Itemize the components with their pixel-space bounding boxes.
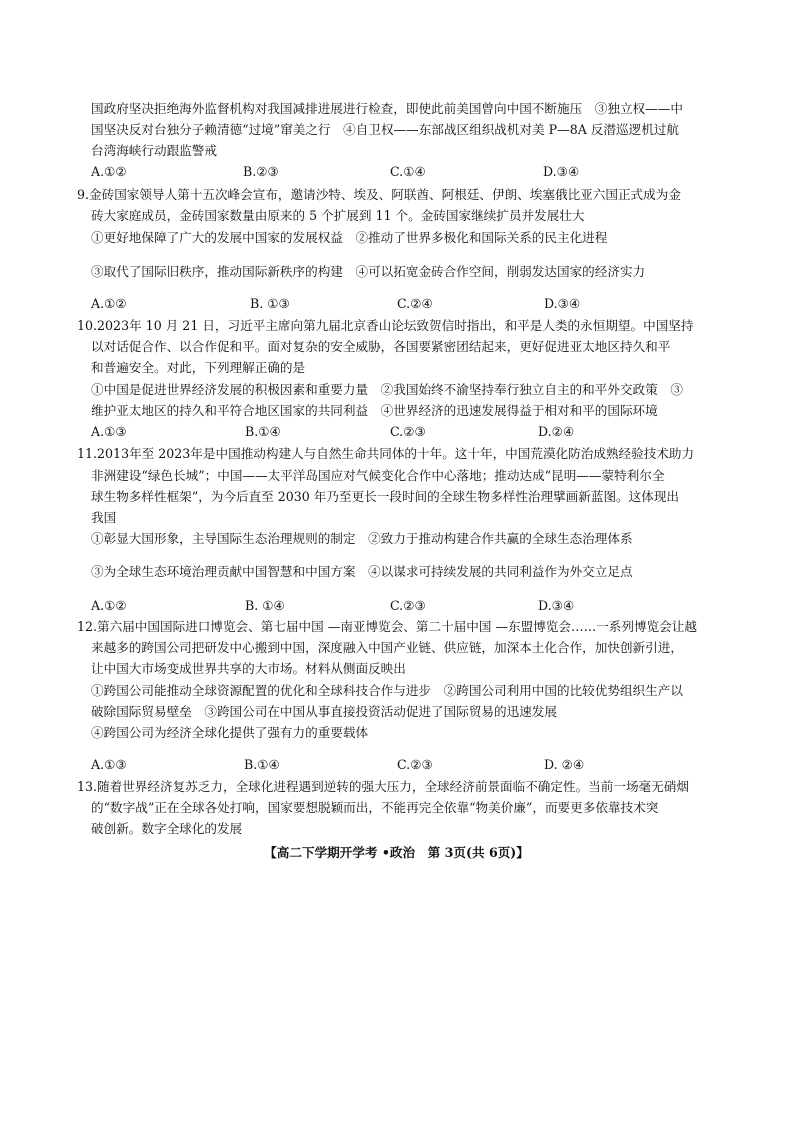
q10-stem-line-2: 以对话促合作、以合作促和平。面对复杂的安全威胁，各国要紧密团结起来，更好促进亚太地区持久和平 xyxy=(91,339,671,354)
page-footer: 【高二下学期开学考 •政治 第 3页(共 6页)】 xyxy=(264,845,529,860)
q10-option-a: A.①③ xyxy=(91,424,127,439)
q8-option-a: A.①② xyxy=(91,164,127,179)
q13-stem-line-1: 13.随着世界经济复苏乏力，全球化进程遇到逆转的强大压力，全球经济前景面临不确定性。当前一场毫无硝烟 xyxy=(77,779,689,794)
q10-statements-line-2: 维护亚太地区的持久和平符合地区国家的共同利益 ④世界经济的迅速发展得益于相对和平的国际环境 xyxy=(91,403,658,418)
q9-option-b: B. ①③ xyxy=(250,296,290,311)
q11-stem-line-4: 我国 xyxy=(91,510,117,525)
q9-statements-line-1: ①更好地保障了广大的发展中国家的发展权益 ②推动了世界多极化和国际关系的民主化进程 xyxy=(91,230,608,245)
q12-stem-line-2: 来越多的跨国公司把研发中心搬到中国，深度融入中国产业链、供应链，加深本土化合作，加快创新引进， xyxy=(91,640,683,655)
q10-option-b: B.①④ xyxy=(245,424,281,439)
q11-stem-line-1: 11.2013年至 2023年是中国推动构建人与自然生命共同体的十年。这十年，中国荒漠化防治成熟经验技术助力 xyxy=(77,446,695,461)
q11-option-a: A.①② xyxy=(91,598,127,613)
q12-option-d: D. ②④ xyxy=(544,757,585,772)
q11-stem-line-2: 非洲建设“绿色长城”；中国——太平洋岛国应对气候变化合作中心落地；推动达成“昆明——蒙特利尔全 xyxy=(91,468,665,483)
q9-option-d: D.③④ xyxy=(544,296,581,311)
q12-stem-line-3: 让中国大市场变成世界共享的大市场。材料从侧面反映出 xyxy=(91,661,406,676)
q12-statements-line-1: ①跨国公司能推动全球资源配置的优化和全球科技合作与进步 ②跨国公司利用中国的比较优势组织生产以 xyxy=(91,683,683,698)
q12-option-c: C.②③ xyxy=(397,757,433,772)
q8-text-line-2: 国坚决反对台独分子赖清德“过境”窜美之行 ④自卫权——东部战区组织战机对美 P—8A 反潜巡逻机过航 xyxy=(91,122,679,137)
q11-option-d: D.③④ xyxy=(538,598,575,613)
q9-option-c: C.②④ xyxy=(397,296,433,311)
q11-statements-line-1: ①彰显大国形象，主导国际生态治理规则的制定 ②致力于推动构建合作共赢的全球生态治理体系 xyxy=(91,531,633,546)
q10-statements-line-1: ①中国是促进世界经济发展的积极因素和重要力量 ②我国始终不渝坚持奉行独立自主的和平外交政策 ③ xyxy=(91,382,683,397)
q10-option-d: D.②④ xyxy=(538,424,575,439)
q11-option-c: C.②③ xyxy=(390,598,426,613)
q10-stem-line-3: 和普遍安全。对此，下列理解正确的是 xyxy=(91,360,306,375)
q12-statements-line-3: ④跨国公司为经济全球化提供了强有力的重要载体 xyxy=(91,725,369,740)
q11-stem-line-3: 球生物多样性框架”，为今后直至 2030 年乃至更长一段时间的全球生物多样性治理擘画新蓝图。这体现出 xyxy=(91,489,680,504)
q9-options xyxy=(91,294,711,314)
q11-options xyxy=(91,596,711,616)
q8-option-d: D.③④ xyxy=(543,164,580,179)
q9-stem-line-1: 9.金砖国家领导人第十五次峰会宣布，邀请沙特、埃及、阿联酋、阿根廷、伊朗、埃塞俄比亚六国正式成为金 xyxy=(77,187,681,202)
q12-statements-line-2: 破除国际贸易壁垒 ③跨国公司在中国从事直接投资活动促进了国际贸易的迅速发展 xyxy=(91,704,557,719)
q8-text-line-3: 台湾海峡行动跟监警戒 xyxy=(91,143,217,158)
q11-option-b: B. ①④ xyxy=(245,598,285,613)
q10-stem-line-1: 10.2023年 10 月 21 日，习近平主席向第九届北京香山论坛致贺信时指出，和平是人类的永恒期望。中国坚持 xyxy=(77,318,694,333)
q8-option-c: C.①④ xyxy=(390,164,426,179)
q8-option-b: B.②③ xyxy=(243,164,279,179)
q11-statements-line-2: ③为全球生态环境治理贡献中国智慧和中国方案 ④以谋求可持续发展的共同利益作为外交立足点 xyxy=(91,564,633,579)
q13-stem-line-3: 破创新。数字全球化的发展 xyxy=(91,821,243,836)
q12-option-a: A.①③ xyxy=(91,757,127,772)
q10-option-c: C.②③ xyxy=(390,424,426,439)
q10-options xyxy=(91,422,711,442)
q12-stem-line-1: 12.第六届中国国际进口博览会、第七届中国 —南亚博览会、第二十届中国 —东盟博览会……一系列博览会让越 xyxy=(77,619,697,634)
q9-option-a: A.①② xyxy=(91,296,127,311)
q9-statements-line-2: ③取代了国际旧秩序，推动国际新秩序的构建 ④可以拓宽金砖合作空间，削弱发达国家的经济实力 xyxy=(91,264,646,279)
q8-text-line-1: 国政府坚决拒绝海外监督机构对我国减排进展进行检查，即使此前美国曾向中国不断施压 ③独立权——中 xyxy=(91,101,683,116)
q13-stem-line-2: 的“数字战”正在全球各处打响，国家要想脱颖而出，不能再完全依靠“物美价廉”，而要更多依靠技术突 xyxy=(91,800,659,815)
q9-stem-line-2: 砖大家庭成员，金砖国家数量由原来的 5 个扩展到 11 个。金砖国家继续扩员并发展壮大 xyxy=(91,208,585,223)
q12-options xyxy=(91,755,711,775)
q8-options xyxy=(91,162,711,182)
q12-option-b: B.①④ xyxy=(244,757,280,772)
